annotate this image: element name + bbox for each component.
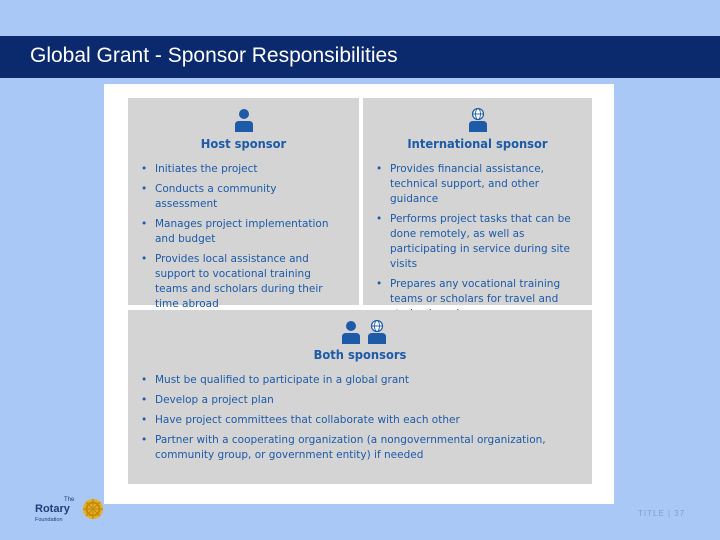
list-item: • Provides local assistance and support to vocational training teams and scholars during their time abroad xyxy=(141,252,341,312)
list-item: • Manages project implementation and budget xyxy=(141,217,341,247)
list-item: • Initiates the project xyxy=(141,162,341,177)
person-globe-icon xyxy=(366,320,388,344)
list-item: • Conducts a community assessment xyxy=(141,182,341,212)
list-item: • Provides financial assistance, technical support, and other guidance xyxy=(376,162,581,207)
host-sponsor-heading: Host sponsor xyxy=(200,136,287,151)
host-sponsor-panel xyxy=(128,98,359,310)
both-sponsors-heading: Both sponsors xyxy=(313,347,407,362)
person-icon xyxy=(340,320,362,344)
person-icon xyxy=(233,108,255,132)
international-sponsor-list xyxy=(376,162,581,327)
person-globe-icon xyxy=(467,108,489,132)
host-icons xyxy=(233,108,255,132)
rotary-foundation-logo xyxy=(33,494,105,524)
page-label: TITLE | 37 xyxy=(638,509,686,518)
rotary-wheel-logo-icon xyxy=(33,494,105,524)
intl-icons xyxy=(467,108,489,132)
title-bar xyxy=(0,36,720,78)
list-item: • Partner with a cooperating organization (a nongovernmental organization, community group, or government entity) if needed xyxy=(141,433,571,463)
list-item: • Performs project tasks that can be done remotely, as well as participating in service during site visits xyxy=(376,212,581,272)
list-item: • Must be qualified to participate in a global grant xyxy=(141,373,571,388)
list-item: • Prepares any vocational training teams or scholars for travel and xyxy=(376,277,581,322)
both-sponsors-panel xyxy=(128,310,592,484)
international-sponsor-panel xyxy=(363,98,592,305)
svg-text:Rotary: Rotary xyxy=(35,503,70,515)
page-title: Global Grant - Sponsor Responsibilities xyxy=(30,44,398,67)
svg-text:The: The xyxy=(64,497,75,503)
list-item: • Have project committees that collaborate with each other xyxy=(141,413,571,428)
sponsor-graphic xyxy=(104,84,614,504)
both-icons xyxy=(340,320,388,344)
svg-text:Foundation: Foundation xyxy=(35,517,63,523)
both-sponsors-list xyxy=(141,373,571,468)
list-item: • Develop a project plan xyxy=(141,393,571,408)
international-sponsor-heading: International sponsor xyxy=(407,136,548,151)
